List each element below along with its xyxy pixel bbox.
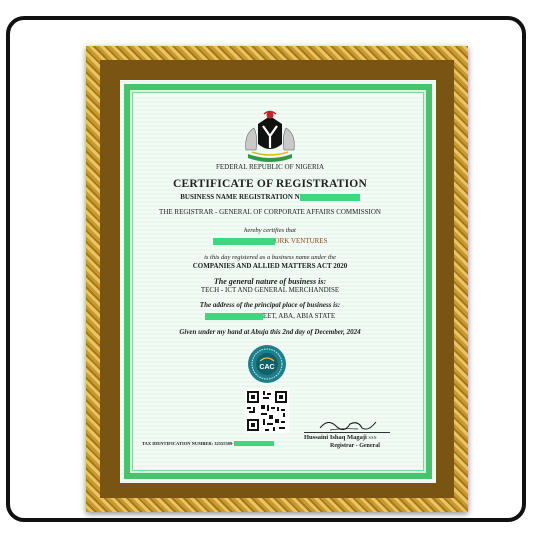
act-line: COMPANIES AND ALLIED MATTERS ACT 2020 [192,262,348,270]
address-visible: EET, ABA, ABIA STATE [262,312,336,320]
coat-of-arms-icon [238,110,302,166]
registered-line: is this day registered as a business name under the [204,254,336,261]
cac-seal-icon [247,344,287,384]
redacted-registration-number [300,194,360,201]
address-line [0,312,540,320]
certifies-line: hereby certifies that [244,227,296,234]
qr-code [245,389,289,433]
cac-seal-text: CAC [259,364,275,371]
issuer-header: FEDERAL REPUBLIC OF NIGERIA [215,163,325,171]
registrar-line: THE REGISTRAR - GENERAL OF CORPORATE AFFAIRS COMMISSION [159,208,381,216]
tax-identification-line [142,441,274,446]
redacted-address [205,313,263,320]
address-label: The address of the principal place of business is: [199,301,341,309]
redacted-tax-number [234,441,274,446]
signatory-role: Registrar - General [330,443,380,449]
business-name-line [0,237,540,245]
certificate-title: CERTIFICATE OF REGISTRATION [173,178,367,190]
signature-line [304,432,390,433]
redacted-business-name [213,238,275,245]
signatory-name: Hussaini Ishaq Magaji [304,434,367,441]
nature-of-business: TECH - ICT AND GENERAL MERCHANDISE [200,286,340,294]
given-line: Given under my hand at Abuja this 2nd day of December, 2024 [179,328,361,336]
registration-number-label: BUSINESS NAME REGISTRATION N [180,193,300,201]
business-name-visible: ORK VENTURES [274,237,328,245]
signatory-name-line [304,434,377,441]
registration-number-line [0,193,540,201]
nature-label: The general nature of business is: [213,277,327,286]
signatory-suffix: SAN [368,435,377,440]
tax-identification-label: TAX IDENTIFICATION NUMBER: 32555309- [142,441,234,446]
